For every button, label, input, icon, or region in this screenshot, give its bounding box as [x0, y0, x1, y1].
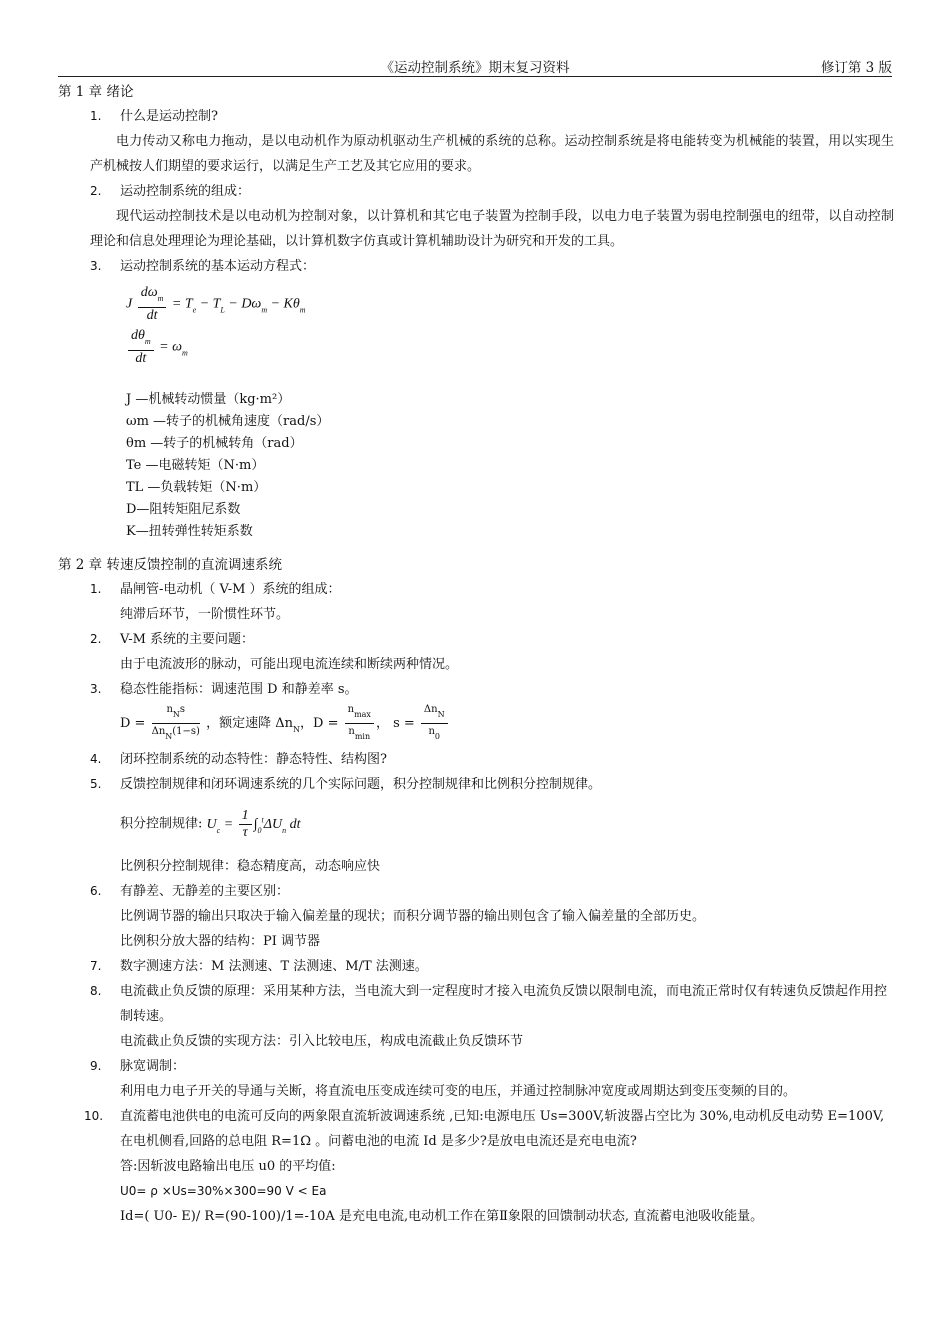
ch1-answer-2: 现代运动控制技术是以电动机为控制对象，以计算机和其它电子装置为控制手段，以电力电子装置为弱电控制强电的纽带，以自动控制理论和信息处理理论为理论基础，以计算机数字仿真或计算机辅助设计为研究和开发的工具。	[90, 209, 894, 249]
ch2-answer-10-line1: 答:因斩波电路输出电压 u0 的平均值:	[120, 1158, 336, 1174]
chapter-2-title: 第 2 章 转速反馈控制的直流调速系统	[58, 557, 282, 573]
ch2-answer-2: 由于电流波形的脉动，可能出现电流连续和断续两种情况。	[120, 657, 459, 672]
ch2-question-1	[58, 577, 894, 602]
question-text: 直流蓄电池供电的电流可反向的两象限直流斩波调速系统 ,已知:电源电压 Us=300V,斩波器占空比为 30%,电动机反电动势 E=100V,在电机侧看,回路的总电阻 R=1Ω 。问蓄电池的电流 Id 是多少?是放电电流还是充电电流?	[120, 1108, 885, 1149]
question-text: 晶闸管-电动机（ V-M ）系统的组成：	[120, 582, 341, 597]
formula-label: ，额定速降	[206, 716, 272, 731]
symbol-item: ωm —转子的机械角速度（rad/s）	[126, 414, 330, 429]
question-text: 有静差、无静差的主要区别：	[120, 883, 290, 899]
motion-equation-2: $\frac{d\theta_m}{dt}$ = $\omega_m$	[58, 328, 894, 367]
page-header	[58, 54, 892, 77]
ch1-question-1	[58, 104, 894, 129]
item-number: 3.	[90, 259, 102, 273]
chapter-1-title: 第 1 章 绪论	[58, 84, 134, 100]
item-number: 5.	[90, 777, 102, 791]
ch2-question-9	[58, 1054, 894, 1079]
ch1-answer-1: 电力传动又称电力拖动，是以电动机作为原动机驱动生产机械的系统的总称。运动控制系统是将电能转变为机械能的装置，用以实现生产机械按人们期望的要求运行，以满足生产工艺及其它应用的要求。	[90, 134, 894, 174]
ch1-question-3	[58, 254, 894, 279]
page-content	[58, 80, 894, 1229]
question-text: 反馈控制规律和闭环调速系统的几个实际问题，积分控制规律和比例积分控制规律。	[120, 777, 602, 792]
header-title: 《运动控制系统》期末复习资料	[380, 60, 570, 76]
ch2-formula-3: D = $\frac{n_Ns}{\Delta n_N(1-s)}$ ，额定速降 $\Delta n_N$，D = $\frac{n_{max}}{n_{min}}$ ， s = $\frac{\Delta n_N}{n_0}$	[58, 702, 894, 747]
ch2-answer-1: 纯滞后环节，一阶惯性环节。	[120, 607, 290, 622]
question-text: 脉宽调制：	[120, 1058, 186, 1074]
symbol-item: TL —负载转矩（N·m）	[126, 480, 267, 495]
ch2-question-5	[58, 772, 894, 797]
ch2-question-10	[58, 1104, 894, 1154]
item-number: 6.	[90, 883, 102, 898]
symbol-list	[58, 389, 894, 543]
ch2-question-2	[58, 627, 894, 652]
integral-control-law: 积分控制规律: $U_c$ = $\frac{1}{\tau}$ $\int_0^t\Delta U_n$ dt	[120, 807, 301, 840]
symbol-item: Te —电磁转矩（N·m）	[126, 458, 265, 473]
item-number: 1.	[90, 109, 102, 123]
item-number: 10.	[84, 1108, 104, 1123]
item-number: 7.	[90, 958, 102, 973]
question-text: 运动控制系统的组成：	[120, 184, 251, 199]
ch2-question-6	[58, 879, 894, 904]
ch2-question-7	[58, 954, 894, 979]
item-number: 2.	[90, 184, 102, 198]
question-text: 数字测速方法：M 法测速、T 法测速、M/T 法测速。	[120, 958, 428, 974]
symbol-item: K—扭转弹性转矩系数	[126, 524, 253, 539]
ch2-question-4	[58, 747, 894, 772]
item-number: 9.	[90, 1058, 102, 1073]
ch1-question-2	[58, 179, 894, 204]
motion-equation-1: J $\frac{d\omega_m}{dt}$ = $T_e - T_L - D\omega_m - K\theta_m$	[126, 285, 306, 323]
question-text: 稳态性能指标：调速范围 D 和静差率 s。	[120, 682, 358, 697]
ch2-answer-6b: 比例积分放大器的结构：PI 调节器	[120, 933, 321, 949]
ch2-answer-6a: 比例调节器的输出只取决于输入偏差量的现状；而积分调节器的输出则包含了输入偏差量的全部历史。	[120, 908, 706, 924]
ch2-answer-9: 利用电力电子开关的导通与关断，将直流电压变成连续可变的电压，并通过控制脉冲宽度或周期达到变压变频的目的。	[120, 1083, 797, 1099]
symbol-item: D—阻转矩阻尼系数	[126, 502, 241, 517]
ch2-answer-8: 电流截止负反馈的实现方法：引入比较电压，构成电流截止负反馈环节	[120, 1033, 524, 1049]
question-text: 运动控制系统的基本运动方程式：	[120, 259, 316, 274]
item-number: 3.	[90, 682, 102, 696]
pi-control-law: 比例积分控制规律：稳态精度高，动态响应快	[120, 858, 381, 874]
item-number: 2.	[90, 632, 102, 646]
formula-label: 积分控制规律:	[120, 816, 203, 832]
header-version: 修订第 3 版	[820, 60, 892, 76]
question-text: 什么是运动控制?	[120, 109, 218, 124]
symbol-item: θm —转子的机械转角（rad）	[126, 436, 303, 451]
symbol-item: J —机械转动惯量（kg·m²）	[126, 392, 291, 407]
ch2-answer-10-line3: Id=( U0- E)/ R=(90-100)/1=-10A 是充电电流,电动机工作在第Ⅱ象限的回馈制动状态, 直流蓄电池吸收能量。	[120, 1208, 764, 1224]
ch2-answer-10-line2: U0= ρ ×Us=30%×300=90 V < Ea	[120, 1183, 327, 1198]
question-text: V-M 系统的主要问题：	[120, 632, 255, 647]
question-text: 闭环控制系统的动态特性：静态特性、结构图?	[120, 752, 387, 767]
item-number: 4.	[90, 752, 102, 766]
ch2-question-8	[58, 979, 894, 1029]
item-number: 8.	[90, 983, 102, 998]
ch2-question-3	[58, 677, 894, 702]
item-number: 1.	[90, 582, 102, 596]
question-text: 电流截止负反馈的原理：采用某种方法，当电流大到一定程度时才接入电流负反馈以限制电流，而电流正常时仅有转速负反馈起作用控制转速。	[120, 983, 888, 1024]
